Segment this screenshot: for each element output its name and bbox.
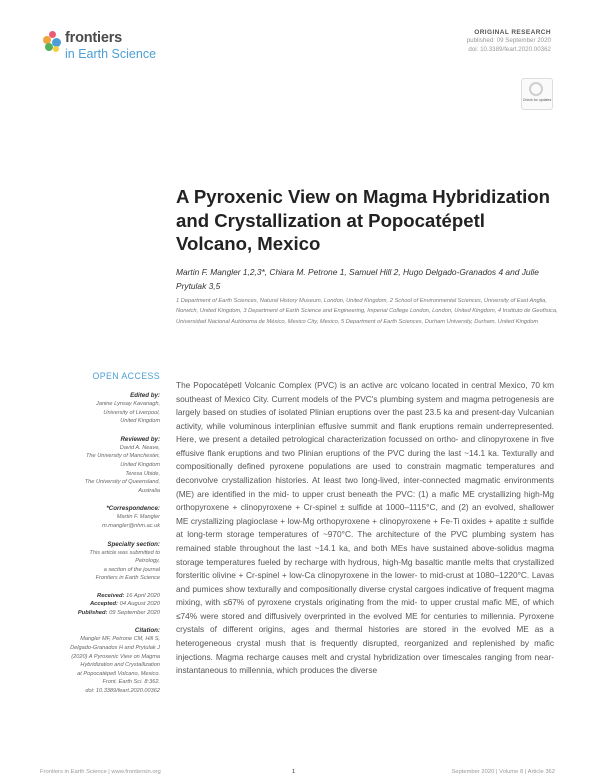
specialty-line: a section of the journal (103, 566, 160, 573)
reviewer-line: Australia (138, 487, 160, 494)
article-meta-header (301, 29, 551, 54)
accepted-date: Accepted: 04 August 2020 (89, 601, 160, 608)
citation-line: Delgado-Granados H and Prytulak J (70, 645, 160, 651)
published-date-sidebar: Published: 09 September 2020 (77, 609, 160, 616)
affiliations: 1 Department of Earth Sciences, Natural History Museum, London, United Kingdom, 2 School of Environmental Sciences, University of East Anglia, Norwich, United Kingdom, 3 Department of Earth Science and Engineering, Imperial College London, London, United Kingdom, 4 Instituto de Geofísica, Universidad Nacional Autónoma de México, Mexico City, Mexico, 5 Department of Earth Sciences, Durham University, Durham, United Kingdom (176, 298, 558, 325)
received-date: Received: 16 April 2020 (97, 592, 160, 599)
citation-label: Citation: (134, 627, 160, 635)
reviewer-line[interactable]: David A. Neave, (119, 444, 160, 451)
doi-link[interactable]: doi: 10.3389/feart.2020.00362 (468, 45, 551, 53)
citation-doi[interactable]: doi: 10.3389/feart.2020.00362 (85, 687, 160, 694)
edited-by-label: Edited by: (130, 392, 160, 399)
citation-line: Front. Earth Sci. 8:362. (102, 679, 160, 686)
specialty-line: Frontiers in Earth Science (95, 575, 160, 582)
reviewer-line: The University of Queensland, (84, 479, 160, 486)
page-number: 1 (292, 769, 296, 775)
author-list: Martin F. Mangler 1,2,3*, Chiara M. Petrone 1, Samuel Hill 2, Hugo Delgado-Granados 4 and Julie Prytulak 3,5 (176, 267, 539, 291)
journal-logo[interactable] (40, 28, 160, 68)
logo-word-frontiers: frontiers (65, 30, 123, 46)
specialty-line: This article was submitted to (89, 549, 160, 556)
check-for-updates-badge[interactable] (521, 78, 553, 110)
logo-word-journal: in Earth Science (65, 47, 157, 61)
reviewer-line[interactable]: Teresa Ubide, (125, 470, 160, 477)
correspondence-label: *Correspondence: (106, 505, 160, 513)
reviewer-line: United Kingdom (120, 461, 160, 468)
badge-label: Check for updates (522, 98, 552, 102)
editor-line: University of Liverpool, (103, 409, 160, 416)
citation-line: (2020) A Pyroxenic View on Magma (71, 653, 160, 660)
correspondence-email[interactable]: m.mangler@nhm.ac.uk (102, 522, 160, 529)
update-circle-icon (529, 82, 543, 96)
editor-line[interactable]: Janine Lynsay Kavanagh, (96, 401, 160, 407)
published-date: published: 09 September 2020 (466, 37, 551, 44)
specialty-line: Petrology, (135, 558, 160, 565)
footer-issue-info: September 2020 | Volume 8 | Article 362 (451, 769, 555, 775)
editor-line: United Kingdom (120, 418, 160, 425)
correspondence-name: Martin F. Mangler (116, 514, 160, 521)
article-type: ORIGINAL RESEARCH (474, 29, 551, 36)
article-sidebar (40, 371, 160, 696)
open-access-label: OPEN ACCESS (92, 371, 160, 381)
reviewer-line: The University of Manchester, (86, 453, 160, 460)
citation-line: Hybridization and Crystallization (80, 662, 160, 669)
footer-journal-site[interactable]: Frontiers in Earth Science | www.frontiersin.org (40, 769, 161, 775)
reviewed-by-label: Reviewed by: (120, 435, 160, 443)
abstract-text: The Popocatépetl Volcanic Complex (PVC) is an active arc volcano located in central Mexico, 70 km southeast of Mexico City. Current models of the PVC's plumbing system and magma petrogenesis are largely based on studies of isolated Plinian eruptions over the past 23.5 ka and present-day Vulcanian activity, while voluminous interplinian effusive summit and flank eruptions remain underrepresented. Here, we present a detailed petrological characterization focussed on ortho- and clinopyroxene in five effusive flank eruptions and two Plinian eruptions of the PVC during the last ~14.1 ka. Texturally and compositionally defined pyroxene populations are used to constrain magmatic temperatures and deconvolve crystallization histories. At least two long-lived, inter-connected magmatic environments (ME) are identified in the mid- to upper crust beneath the PVC: (1) a mafic ME crystallizing high-Mg orthopyroxene + clinopyroxene + Cr-spinel ± sulfide at 1000–1115°C, and (2) an evolved, shallower ME crystallizing plagioclase + low-Mg orthopyroxene + clinopyroxene + Fe-Ti oxides + apatite ± sulfide at long-term storage temperatures of ~970°C. The architecture of the PVC plumbing system has remained stable throughout the last ~14.1 ka, and both MEs have sustained above-solidus magma storage temperatures fueled by recharge with hydrous, high-Mg basaltic mantle melts that crystallized forsteritic olivine + Cr-spinel + low-Ca clinopyroxene in the lower- to mid-crust at 1080–1220°C. Lavas and pumices show texturally and compositionally diverse crystal cargoes indicative of frequent magma mixing, with ≤67% of pyroxene crystals originating from the mid- to upper crustal mafic ME, of which ≤74% were stored and diffusively overprinted in the evolved ME for centuries to millennia. Pyroxene crystals of different origins, ages and thermal histories are stored in the evolved ME as a heterogeneous crystal mush that is frequently disrupted, reorganized and replenished by mafic injections. Magma recharge causes melt and crystal hybridization over timescales ranging from near-instantaneous to millennia, which produces the diverse (176, 380, 554, 676)
citation-line: Mangler MF, Petrone CM, Hill S, (80, 636, 160, 643)
specialty-section-label: Specialty section: (107, 540, 160, 548)
frontiers-logo-icon (40, 30, 64, 54)
citation-line: at Popocatépetl Volcano, Mexico. (77, 670, 160, 677)
article-title: A Pyroxenic View on Magma Hybridization and Crystallization at Popocatépetl Volcano, Mexico (176, 186, 551, 254)
